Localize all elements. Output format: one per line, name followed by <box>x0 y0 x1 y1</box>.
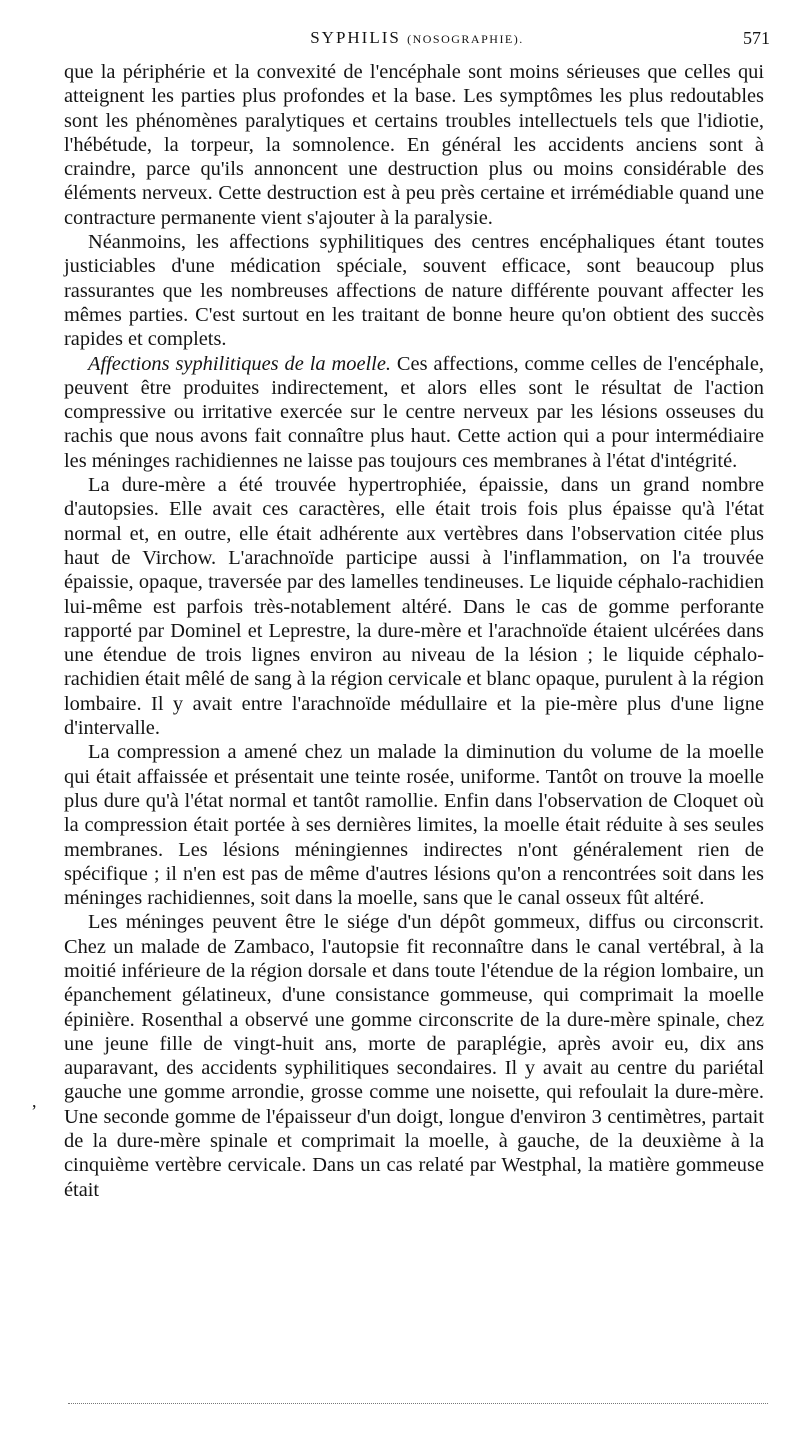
running-header <box>64 28 770 52</box>
page-number: 571 <box>743 28 770 48</box>
running-title-main: SYPHILIS <box>310 28 401 47</box>
paragraph-2: Néanmoins, les affections syphilitiques des centres encéphaliques étant toutes justiciables d'une médication spéciale, souvent efficace, sont beaucoup plus rassurantes que les nombreuses affections de nature différente pouvant affecter les mêmes parties. C'est surtout en les traitant de bonne heure qu'on obtient des succès rapides et complets. <box>64 231 764 351</box>
paragraph-5: La compression a amené chez un malade la diminution du volume de la moelle qui était affaissée et présentait une teinte rosée, uniforme. Tantôt on trouve la moelle plus dure qu'à l'état normal et tantôt ramollie. Enfin dans l'observation de Cloquet où la compression était portée à ses dernières limites, la moelle était réduite à ses seules membranes. Les lésions méningiennes indirectes n'ont généralement rien de spécifique ; il n'en est pas de même d'autres lésions qu'on a rencontrées soit dans les méninges rachidiennes, soit dans la moelle, sans que le canal osseux fût altéré. <box>64 741 764 910</box>
body-text <box>64 60 764 1202</box>
footer-rule <box>68 1403 768 1404</box>
paragraph-1: que la périphérie et la convexité de l'encéphale sont moins sérieuses que celles qui atteignent les parties plus profondes et la base. Les symptômes les plus redoutables sont les phénomènes paralytiques et certains troubles intellectuels tels que l'idiotie, l'hébétude, la torpeur, la somnolence. En général les accidents anciens sont à craindre, parce qu'ils annoncent une destruction plus ou moins considérable des éléments nerveux. Cette destruction est à peu près certaine et irrémédiable quand une contracture permanente vient s'ajouter à la paralysie. <box>64 61 764 229</box>
section-heading-moelle: Affections syphilitiques de la moelle. <box>88 352 391 375</box>
paragraph-6: Les méninges peuvent être le siége d'un dépôt gommeux, diffus ou circonscrit. Chez un malade de Zambaco, l'autopsie fit reconnaître dans le canal vertébral, à la moitié inférieure de la région dorsale et dans toute l'étendue de la région lombaire, un épanchement gélatineux, d'une consistance gommeuse, qui comprimait la moelle épinière. Rosenthal a observé une gomme circonscrite de la dure-mère spinale, chez une jeune fille de vingt-huit ans, morte de paraplégie, après avoir eu, dix ans auparavant, des accidents syphilitiques secondaires. Il y avait au centre du pariétal gauche une gomme arrondie, grosse comme une noisette, qui refoulait la dure-mère. Une seconde gomme de l'épaisseur d'un doigt, longue d'environ 3 centimètres, partait de la dure-mère spinale et comprimait la moelle, à gauche, de la deuxième à la cinquième vertèbre cervicale. Dans un cas relaté par Westphal, la matière gommeuse était <box>64 911 764 1201</box>
running-title <box>64 28 770 48</box>
margin-mark: , <box>32 1091 37 1111</box>
paragraph-3-text: Ces affections, comme celles de l'encéphale, peuvent être produites indirectement, et alors elles sont le résultat de l'action compressive ou irritative exercée sur le centre nerveux par les lésions osseuses du rachis que nous avons fait connaître plus haut. Cette action qui a pour intermédiaire les méninges rachidiennes ne laisse pas toujours ces membranes à l'état d'intégrité. <box>64 352 764 472</box>
paragraph-4: La dure-mère a été trouvée hypertrophiée, épaissie, dans un grand nombre d'autopsies. Elle avait ces caractères, elle était trois fois plus épaisse qu'à l'état normal et, en outre, elle était adhérente aux vertèbres dans l'observation citée plus haut de Virchow. L'arachnoïde participe aussi à l'inflammation, on l'a trouvée épaissie, opaque, traversée par des lamelles tendineuses. Le liquide céphalo-rachidien lui-même est parfois très-notablement altéré. Dans le cas de gomme perforante rapporté par Dominel et Leprestre, la dure-mère et l'arachnoïde étaient ulcérées dans une étendue de trois lignes environ au niveau de la lésion ; le liquide céphalo-rachidien était mêlé de sang à la région cervicale et blanc opaque, purulent à la région lombaire. Il y avait entre l'arachnoïde médullaire et la pie-mère plus d'une ligne d'intervalle. <box>64 474 764 740</box>
running-title-sub: (NOSOGRAPHIE). <box>407 32 524 46</box>
paragraph-3 <box>64 352 764 473</box>
